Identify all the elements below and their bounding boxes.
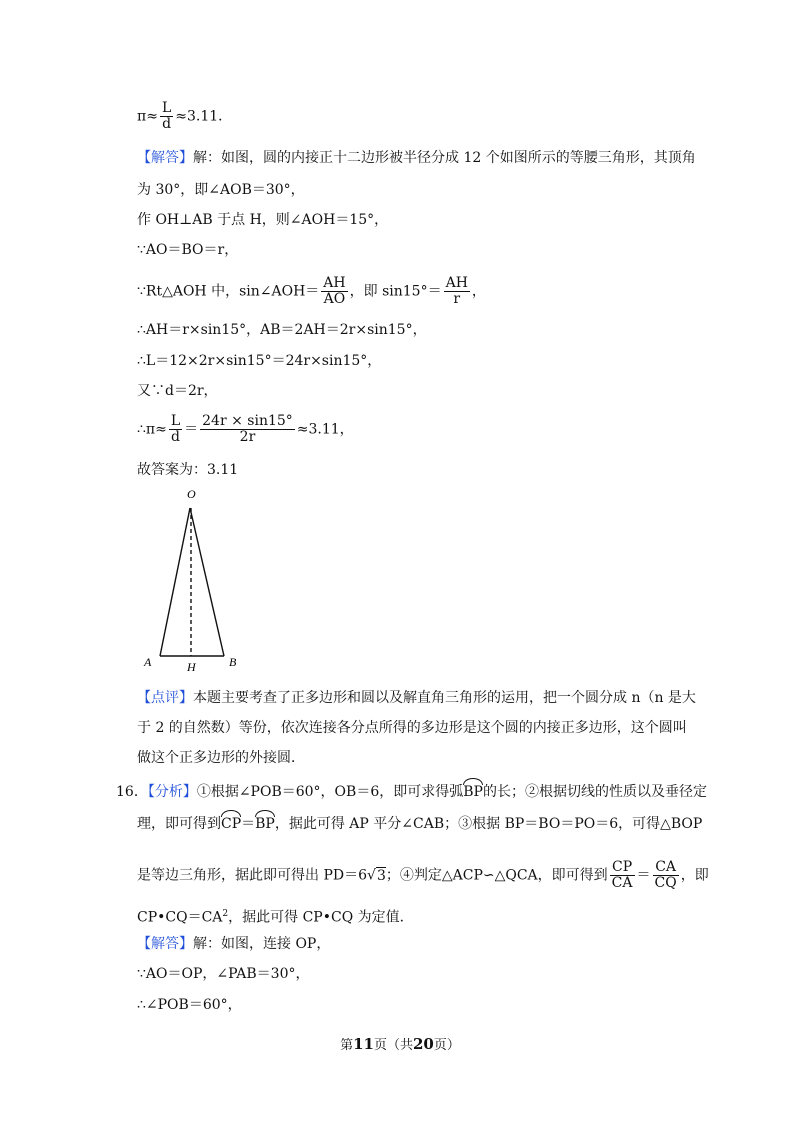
text: ＝	[241, 816, 256, 832]
text: 故答案为：3.11	[137, 462, 239, 478]
text: π≈	[137, 108, 158, 125]
denominator: CA	[611, 875, 633, 891]
answer-line-5	[137, 276, 486, 307]
text: 本题主要考查了正多边形和圆以及解直角三角形的运用，把一个圆分成 n（n 是大	[193, 690, 696, 706]
text: 于 2 的自然数）等份，依次连接各分点所得的多边形是这个圆的内接正多边形，这个圆叫	[137, 720, 687, 736]
question-number: 16．	[116, 784, 148, 800]
numerator: L	[170, 413, 181, 429]
label-O: O	[187, 487, 196, 501]
text: ，即	[680, 867, 709, 884]
comment-tag: 【点评】	[137, 690, 193, 706]
footer-text: 第	[340, 1038, 354, 1053]
text: ＝	[184, 421, 199, 438]
sqrt-symbol: √	[367, 867, 376, 884]
text: 解：如图，圆的内接正十二边形被半径分成 12 个如图所示的等腰三角形，其顶角	[193, 150, 696, 166]
q16-line-3	[137, 860, 709, 891]
side-OB	[190, 508, 224, 656]
denominator: r	[453, 291, 461, 307]
footer-text: 页（共	[373, 1038, 413, 1053]
text: 做这个正多边形的外接圆．	[137, 750, 305, 766]
text: ≈3.11，	[296, 421, 354, 438]
text: 又∵d＝2r，	[137, 383, 218, 399]
arc-CP: CP	[221, 812, 241, 834]
result-line	[137, 101, 232, 132]
numerator: CA	[653, 860, 679, 876]
answer-line-1	[137, 148, 696, 168]
answer-line-8	[137, 381, 218, 401]
answer-tag: 【解答】	[137, 150, 193, 166]
solution-line-1	[137, 934, 330, 954]
text: ①根据∠POB＝60°，OB＝6，即可求得弧	[196, 784, 464, 800]
denominator: 2r	[239, 429, 256, 445]
solution-line-2	[137, 964, 309, 984]
text: ∵AO＝OP，∠PAB＝30°，	[137, 966, 310, 982]
fraction-AH-over-r	[444, 276, 470, 307]
fraction-L-over-d	[169, 414, 182, 445]
comment-line-3	[137, 748, 305, 768]
text: 解：如图，连接 OP，	[193, 936, 331, 952]
numerator: CP	[610, 860, 635, 876]
numerator: L	[161, 100, 172, 116]
answer-line-7	[137, 351, 381, 371]
numerator: AH	[445, 275, 468, 291]
text: ＝	[636, 867, 651, 884]
text: ∴L＝12×2r×sin15°＝24r×sin15°，	[137, 353, 382, 369]
text: ∵Rt△AOH 中，sin∠AOH＝	[137, 283, 320, 300]
page-total: 20	[413, 1035, 434, 1053]
answer-line-6	[137, 320, 427, 340]
denominator: d	[162, 116, 172, 132]
label-A: A	[144, 655, 152, 669]
text: ，即 sin15°＝	[349, 283, 442, 300]
page-footer	[0, 1034, 800, 1053]
comment-line-2	[137, 718, 687, 738]
analysis-tag: 【分析】	[147, 784, 197, 800]
numerator: 24r × sin15°	[202, 413, 293, 429]
arc-BP: BP	[255, 812, 275, 834]
text: ∵AO＝BO＝r，	[137, 242, 239, 258]
text: 的长；②根据切线的性质以及垂径定	[482, 784, 707, 800]
text: 作 OH⊥AB 于点 H，则∠AOH＝15°，	[137, 212, 389, 228]
denominator: d	[171, 429, 180, 445]
text: ∴AH＝r×sin15°，AB＝2AH＝2r×sin15°，	[137, 322, 427, 338]
text: ，据此可得 CP•CQ 为定值．	[228, 909, 414, 926]
label-B: B	[229, 655, 237, 669]
answer-line-4	[137, 240, 238, 260]
text: CP•CQ＝CA	[137, 909, 223, 926]
numerator: AH	[323, 275, 346, 291]
text: ，据此可得 AP 平分∠CAB；③根据 BP＝BO＝PO＝6，可得△BOP	[274, 816, 703, 832]
fraction-CA-over-CQ	[653, 860, 679, 891]
text: ∴π≈	[137, 421, 167, 438]
answer-line-3	[137, 210, 388, 230]
text: 为 30°，即∠AOB＝30°，	[137, 182, 305, 198]
fraction-24r-sin15-over-2r	[200, 414, 295, 445]
text: 是等边三角形，据此即可得出 PD＝6	[137, 867, 368, 884]
denominator: CQ	[654, 875, 677, 891]
text: ，	[471, 283, 486, 300]
fraction-AH-over-AO	[321, 276, 347, 307]
q16-line-2	[137, 812, 702, 834]
footer-text: 页）	[433, 1038, 460, 1053]
answer-line-2	[137, 180, 305, 200]
text: ∴∠POB＝60°，	[137, 997, 242, 1013]
sqrt-radicand: 3	[376, 867, 386, 884]
side-OA	[160, 508, 190, 656]
page-number: 11	[353, 1035, 374, 1053]
fraction-CP-over-CA	[610, 860, 635, 891]
arc-BP: BP	[463, 780, 483, 802]
q16-line-1	[116, 780, 707, 802]
superscript: 2	[222, 909, 229, 919]
denominator: AO	[323, 291, 346, 307]
q16-line-4	[137, 904, 414, 928]
answer-tag: 【解答】	[137, 936, 193, 952]
text: ；④判定△ACP∽△QCA，即可得到	[385, 867, 608, 884]
answer-line-9	[137, 414, 354, 445]
triangle-figure	[138, 484, 248, 674]
text: 理，即可得到	[137, 816, 221, 832]
solution-line-3	[137, 995, 242, 1015]
answer-line-10	[137, 460, 238, 480]
label-H: H	[187, 660, 196, 674]
comment-line-1	[137, 688, 696, 708]
fraction-L-over-d	[160, 101, 173, 132]
text: ≈3.11．	[175, 108, 233, 125]
